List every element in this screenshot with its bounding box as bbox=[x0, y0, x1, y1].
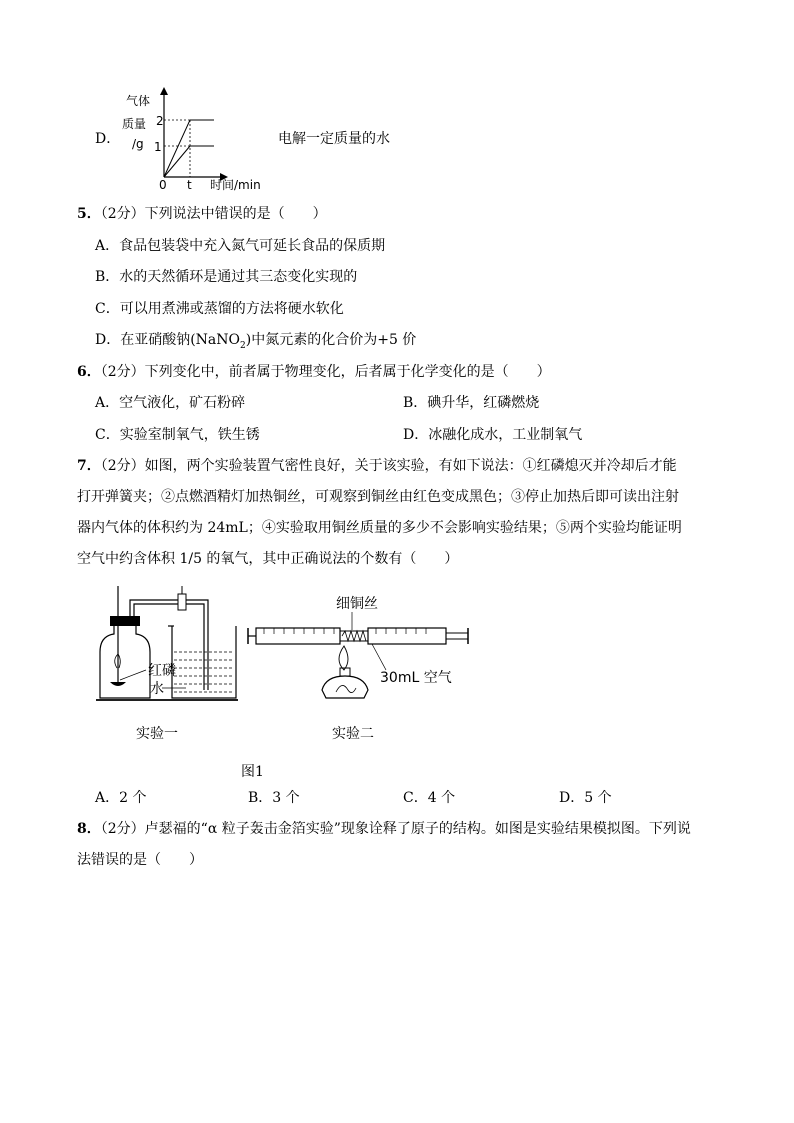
q7-figure-apparatus bbox=[90, 580, 480, 750]
q5-option-c: C．可以用煮沸或蒸馏的方法将硬水软化 bbox=[95, 301, 344, 317]
leader-air bbox=[372, 644, 386, 670]
q5-option-b: B．水的天然循环是通过其三态变化实现的 bbox=[95, 269, 358, 285]
q5-stem-text: （2分）下列说法中错误的是（ ） bbox=[100, 206, 327, 222]
q7-option-a: A．2 个 bbox=[95, 790, 147, 806]
q5-stem bbox=[77, 204, 327, 224]
q5-option-d bbox=[95, 330, 416, 356]
q5-number: 5． bbox=[77, 206, 101, 222]
q5-option-d-post: )中氮元素的化合价为+5 价 bbox=[245, 332, 417, 348]
lamp-flame-icon bbox=[339, 646, 348, 670]
q7-stem-line2: 打开弹簧夹；②点燃酒精灯加热铜丝，可观察到铜丝由红色变成黑色；③停止加热后即可读出注射 bbox=[77, 489, 679, 505]
caption-experiment-one: 实验一 bbox=[136, 726, 178, 742]
graph-y-tick-2: 2 bbox=[156, 114, 164, 128]
rubber-stopper bbox=[110, 616, 140, 626]
q6-option-a: A．空气液化，矿石粉碎 bbox=[95, 395, 246, 411]
graph-line-h2 bbox=[164, 120, 190, 177]
leader-red-phosphorus bbox=[120, 670, 146, 680]
right-syringe-barrel bbox=[368, 628, 446, 644]
q6-option-d: D．冰融化成水，工业制氧气 bbox=[403, 427, 583, 443]
right-syringe-plunger bbox=[446, 633, 468, 639]
q7-stem-line3: 器内气体的体积约为 24mL；④实验取用铜丝质量的多少不会影响实验结果；⑤两个实验均能证明 bbox=[77, 520, 682, 536]
graph-x-label: 时间/min bbox=[210, 178, 261, 192]
caption-experiment-two: 实验二 bbox=[332, 726, 374, 742]
experiment-two-apparatus bbox=[248, 595, 468, 698]
q6-option-c: C．实验室制氧气，铁生锈 bbox=[95, 427, 260, 443]
q5-option-a: A．食品包装袋中充入氮气可延长食品的保质期 bbox=[95, 238, 386, 254]
q8-stem-line1 bbox=[77, 819, 691, 839]
q7-option-b: B．3 个 bbox=[248, 790, 300, 806]
q6-number: 6． bbox=[77, 364, 101, 380]
left-syringe-scale bbox=[264, 628, 334, 634]
q7-option-c: C．4 个 bbox=[403, 790, 456, 806]
graph-y-label-1: 气体 bbox=[126, 94, 151, 108]
q7-figure-title: 图1 bbox=[241, 764, 264, 780]
spring-clamp bbox=[178, 594, 186, 610]
lamp-wick bbox=[336, 685, 356, 692]
q8-stem-line1-text: （2分）卢瑟福的“α 粒子轰击金箔实验”现象诠释了原子的结构。如图是实验结果模拟图。下列说 bbox=[100, 821, 691, 837]
experiment-one-apparatus bbox=[96, 586, 238, 700]
q7-option-d: D．5 个 bbox=[559, 790, 612, 806]
q6-stem bbox=[77, 362, 551, 382]
label-water: 水 bbox=[150, 681, 164, 697]
q7-number: 7． bbox=[77, 458, 101, 474]
copper-wire-coil bbox=[342, 631, 366, 641]
q6-stem-text: （2分）下列变化中，前者属于物理变化，后者属于化学变化的是（ ） bbox=[100, 364, 551, 380]
q7-stem-line1-text: （2分）如图，两个实验装置气密性良好，关于该实验，有如下说法：①红磷熄灭并冷却后才能 bbox=[100, 458, 677, 474]
graph-x-origin: 0 bbox=[159, 178, 167, 192]
graph-y-tick-1: 1 bbox=[154, 140, 162, 154]
q7-stem-line4: 空气中约含体积 1/5 的氧气，其中正确说法的个数有（ ） bbox=[77, 551, 459, 567]
graph-y-label-2: 质量 bbox=[122, 117, 147, 131]
q6-option-b: B．碘升华，红磷燃烧 bbox=[403, 395, 540, 411]
q5-option-d-pre: D．在亚硝酸钠(NaNO bbox=[95, 332, 241, 348]
q4-option-d-caption: 电解一定质量的水 bbox=[278, 131, 390, 147]
q8-stem-line2: 法错误的是（ ） bbox=[77, 852, 203, 868]
combustion-spoon bbox=[110, 682, 126, 686]
label-copper-wire: 细铜丝 bbox=[336, 596, 378, 612]
q5-option-d-sub: 2 bbox=[240, 340, 246, 351]
alcohol-lamp bbox=[322, 676, 368, 698]
q8-number: 8． bbox=[77, 821, 101, 837]
q4-option-d-label: D． bbox=[95, 131, 121, 147]
q7-stem-line1 bbox=[77, 456, 677, 476]
graph-y-axis-arrow bbox=[160, 87, 168, 95]
label-red-phosphorus: 红磷 bbox=[148, 663, 176, 679]
q4-option-d-graph bbox=[118, 85, 278, 193]
graph-y-unit: /g bbox=[132, 137, 144, 151]
label-air: 30mL 空气 bbox=[380, 670, 452, 686]
graph-line-o2 bbox=[164, 146, 190, 177]
right-syringe-scale bbox=[376, 628, 426, 634]
graph-x-tick: t bbox=[187, 178, 192, 192]
gas-jar bbox=[100, 624, 150, 698]
left-syringe-barrel bbox=[256, 628, 340, 644]
